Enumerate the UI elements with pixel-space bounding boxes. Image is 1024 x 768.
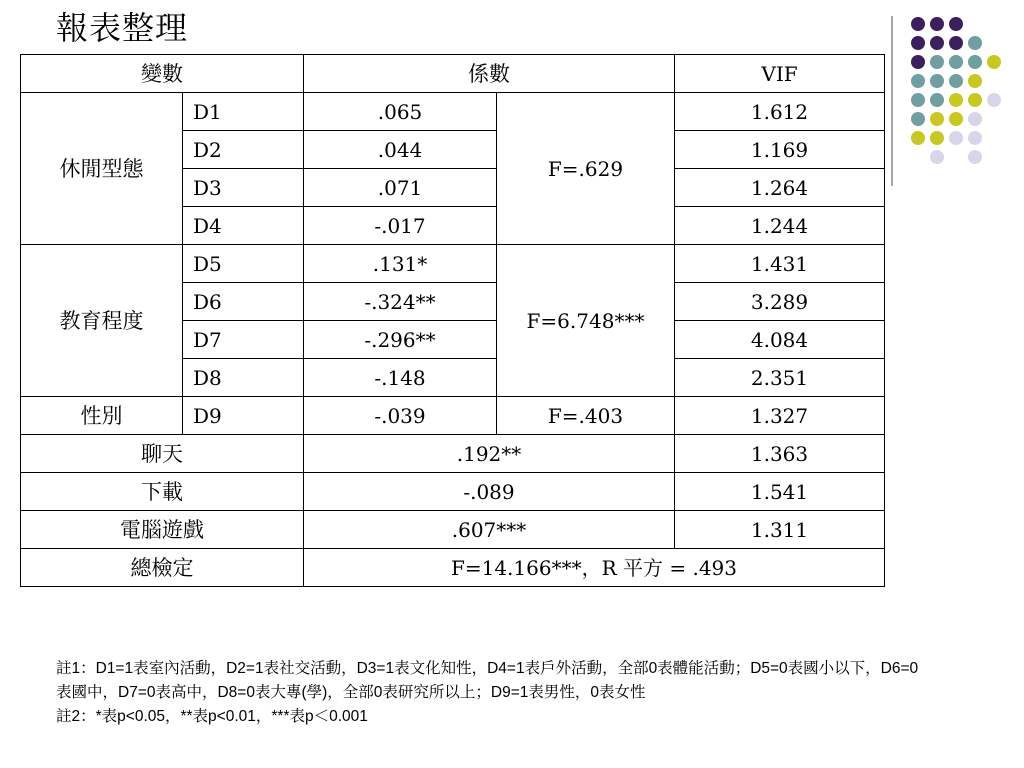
table-row [21,93,885,131]
dot-grid-graphic [900,14,1020,174]
decor-dot [968,112,982,126]
decor-dot [930,112,944,126]
decor-dot [911,131,925,145]
decor-dot [930,74,944,88]
decor-dot [949,74,963,88]
decor-dot [930,150,944,164]
vif-cell: 1.612 [675,93,885,131]
coefficient-cell: .131* [304,245,497,283]
divider-line [891,16,893,186]
table-row [21,435,885,473]
table-row [21,245,885,283]
coefficient-cell: .044 [304,131,497,169]
vif-cell: 1.244 [675,207,885,245]
decor-dot [968,74,982,88]
header-coefficient: 係數 [304,55,675,93]
coefficient-cell: -.017 [304,207,497,245]
group-f-stat: F=6.748*** [497,245,675,397]
coefficient-cell: -.039 [304,397,497,435]
total-row [21,549,885,587]
vif-cell: 1.363 [675,435,885,473]
coefficient-cell: .607*** [304,511,675,549]
decor-dot [949,131,963,145]
variable-code: D5 [183,245,304,283]
vif-cell: 1.431 [675,245,885,283]
footnote-2: 註2：*表p<0.05，**表p<0.01，***表p＜0.001 [56,708,368,725]
vif-cell: 1.311 [675,511,885,549]
variable-code: D7 [183,321,304,359]
variable-label: 電腦遊戲 [21,511,304,549]
decor-dot [911,36,925,50]
footnotes [56,657,926,729]
vif-cell: 3.289 [675,283,885,321]
decor-dot [930,55,944,69]
coefficient-cell: -.089 [304,473,675,511]
decor-dot [968,55,982,69]
decorative-dot-grid [900,14,1020,174]
coefficient-cell: .192** [304,435,675,473]
table-header-row [21,55,885,93]
variable-code: D2 [183,131,304,169]
group-label: 休閒型態 [21,93,183,245]
vif-cell: 1.541 [675,473,885,511]
decor-dot [949,93,963,107]
variable-code: D6 [183,283,304,321]
vif-cell: 1.264 [675,169,885,207]
group-label: 性別 [21,397,183,435]
table-row [21,397,885,435]
decor-dot [930,17,944,31]
footnote-1: 註1：D1=1表室內活動，D2=1表社交活動，D3=1表文化知性，D4=1表戶外活動，全部0表體能活動；D5=0表國小以下，D6=0表國中，D7=0表高中，D8=0表大專(學)，全部0表研究所以上；D9=1表男性，0表女性 [56,660,919,701]
decor-dot [911,74,925,88]
vif-cell: 2.351 [675,359,885,397]
decor-dot [911,55,925,69]
decor-dot [968,36,982,50]
variable-label: 下載 [21,473,304,511]
coefficient-cell: -.324** [304,283,497,321]
decor-dot [930,93,944,107]
vif-cell: 4.084 [675,321,885,359]
variable-code: D8 [183,359,304,397]
decor-dot [930,131,944,145]
variable-code: D1 [183,93,304,131]
coefficient-cell: -.148 [304,359,497,397]
table-row [21,511,885,549]
header-variable: 變數 [21,55,304,93]
coefficient-cell: .071 [304,169,497,207]
decor-dot [911,112,925,126]
decor-dot [968,93,982,107]
decor-dot [968,131,982,145]
group-label: 教育程度 [21,245,183,397]
decor-dot [911,93,925,107]
decor-dot [930,36,944,50]
coefficient-cell: -.296** [304,321,497,359]
decor-dot [987,55,1001,69]
regression-table [20,54,885,587]
decor-dot [987,93,1001,107]
decor-dot [949,112,963,126]
table-row [21,473,885,511]
variable-label: 聊天 [21,435,304,473]
vif-cell: 1.327 [675,397,885,435]
variable-code: D3 [183,169,304,207]
group-f-stat: F=.403 [497,397,675,435]
variable-code: D9 [183,397,304,435]
total-value: F=14.166***，R 平方 = .493 [304,549,885,587]
decor-dot [911,17,925,31]
coefficient-cell: .065 [304,93,497,131]
header-vif: VIF [675,55,885,93]
decor-dot [968,150,982,164]
page-title: 報表整理 [56,9,189,47]
decor-dot [949,36,963,50]
decor-dot [949,55,963,69]
vif-cell: 1.169 [675,131,885,169]
decor-dot [949,17,963,31]
total-label: 總檢定 [21,549,304,587]
group-f-stat: F=.629 [497,93,675,245]
variable-code: D4 [183,207,304,245]
